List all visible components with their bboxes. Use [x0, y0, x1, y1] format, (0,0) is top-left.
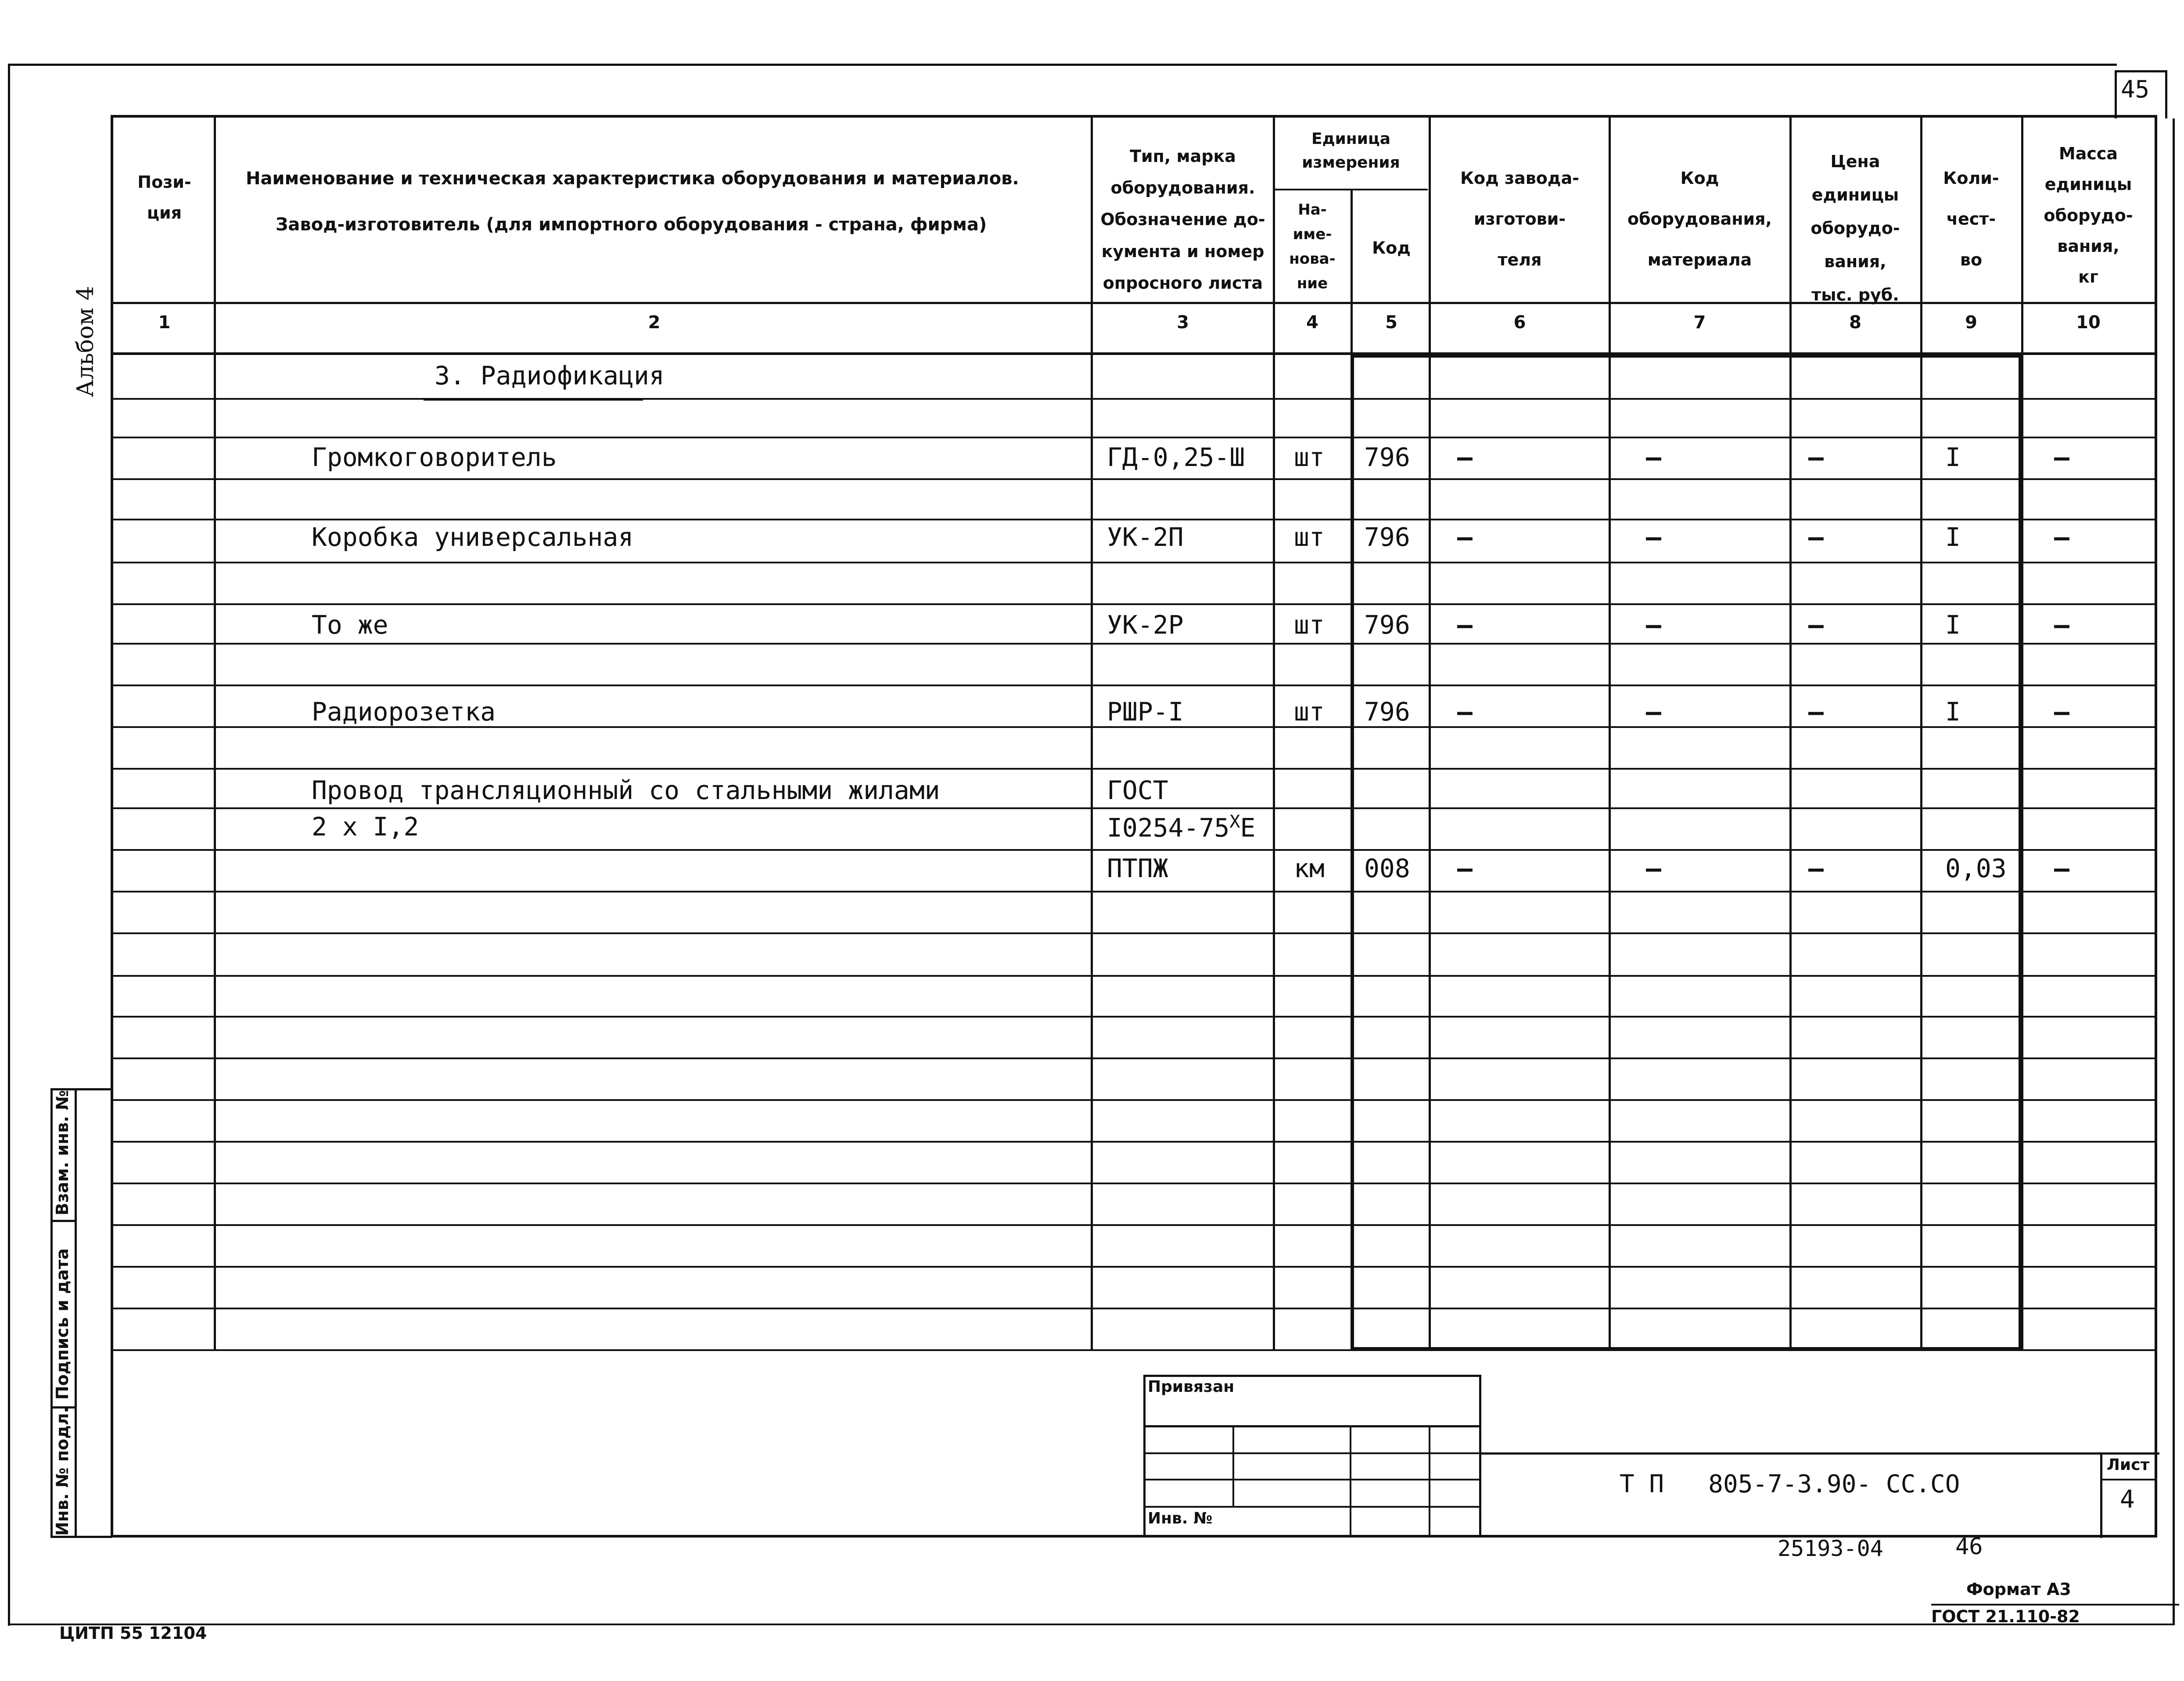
row-c7: – [1646, 610, 1661, 640]
header-quantity-text: Коли- чест- во [1943, 168, 1999, 270]
outer-frame-top [8, 64, 2117, 66]
row-c10: – [2054, 610, 2069, 640]
section-title: 3. Радиофикация [435, 361, 665, 391]
header-mass-text: Масса единицы оборудо- вания, кг [2044, 144, 2133, 287]
row-name: Громкоговоритель [312, 442, 557, 472]
header-unit-name-text: На- име- нова- ние [1289, 201, 1336, 293]
header-name-line1: Наименование и техническая характеристика оборудования и материалов. [246, 168, 1019, 189]
row-qty: I [1945, 522, 1961, 552]
wire-type-line3: ПТПЖ [1107, 853, 1168, 883]
colnum-3: 3 [1177, 312, 1189, 333]
outer-frame-bottom [8, 1624, 2175, 1625]
row-type: РШР-I [1107, 697, 1184, 727]
header-price-text: Цена единицы оборудо- вания, тыс. руб. [1810, 152, 1900, 305]
row-c7: – [1646, 522, 1661, 552]
wire-type-line2-main: I0254-75 [1107, 813, 1230, 843]
gost-label: ГОСТ 21.110-82 [1931, 1607, 2080, 1626]
header-type-text: Тип, марка оборудования. Обозначение до- кумента и номер опросного листа [1100, 147, 1265, 293]
doc-code-rule [1481, 1452, 2159, 1455]
header-equipment-code [1611, 158, 1789, 280]
stamp-row-2 [1143, 1479, 1481, 1480]
wire-type-sup: X [1229, 812, 1240, 832]
album-label: Альбом 4 [72, 286, 99, 397]
row-name: То же [312, 610, 388, 640]
row-qty: I [1945, 610, 1961, 640]
bold-region-frame [1351, 355, 2022, 1351]
citp-label: ЦИТП 55 12104 [59, 1624, 207, 1643]
colnum-5: 5 [1385, 312, 1397, 333]
stamp-col-1 [1232, 1427, 1234, 1506]
header-name-line2: Завод-изготовитель (для импортного оборудования - страна, фирма) [276, 215, 987, 235]
sheet-number: 4 [2120, 1485, 2135, 1514]
row-c6: – [1457, 442, 1473, 472]
row-c6: – [1457, 610, 1473, 640]
row-unit: шт [1294, 697, 1325, 727]
row-c8: – [1808, 442, 1824, 472]
row-unit: шт [1294, 610, 1325, 640]
row-type: УК-2П [1107, 522, 1184, 552]
row-c10: – [2054, 442, 2069, 472]
row-unit: шт [1294, 522, 1325, 552]
inv-no-label: Инв. № [1148, 1509, 1213, 1527]
row-c10: – [2054, 522, 2069, 552]
wire-qty: 0,03 [1945, 853, 2007, 883]
row-c8: – [1808, 522, 1824, 552]
outer-frame-right [2173, 118, 2175, 1624]
colnum-8: 8 [1849, 312, 1861, 333]
wire-name-line1: Провод трансляционный со стальными жилами [312, 775, 940, 805]
handwritten-number: 25193-04 [1778, 1536, 1883, 1561]
row-code: 796 [1364, 610, 1410, 640]
wire-type-line1: ГОСТ [1107, 775, 1168, 805]
wire-c7: – [1646, 853, 1661, 883]
privyazan-label: Привязан [1148, 1378, 1235, 1396]
row-unit: шт [1294, 442, 1325, 472]
doc-code: Т П 805-7-3.90- СС.СО [1620, 1470, 1960, 1498]
row-code: 796 [1364, 697, 1410, 727]
header-unit-group-text: Единица измерения [1302, 130, 1400, 172]
row-qty: I [1945, 442, 1961, 472]
header-factory-code-text: Код завода- изготови- теля [1460, 168, 1580, 270]
wire-c10: – [2054, 853, 2069, 883]
stamp-col-2 [1350, 1427, 1351, 1537]
row-name: Коробка универсальная [312, 522, 634, 552]
column-rule [214, 118, 216, 1351]
side-vzam: Взам. инв. № [53, 1090, 72, 1215]
colnum-4: 4 [1306, 312, 1318, 333]
stamp-row-1 [1143, 1452, 1481, 1454]
side-rule-1 [50, 1220, 77, 1222]
header-unit-code: Код [1372, 238, 1411, 258]
row-c6: – [1457, 697, 1473, 727]
header-factory-code [1431, 158, 1609, 280]
row-c8: – [1808, 697, 1824, 727]
header-quantity [1922, 158, 2020, 280]
header-unit-name [1275, 197, 1350, 296]
colnum-6: 6 [1513, 312, 1526, 333]
handwritten-number-2: 46 [1955, 1534, 1983, 1560]
side-inv-podl: Инв. № подл. [53, 1406, 72, 1536]
colnum-9: 9 [1965, 312, 1977, 333]
row-c7: – [1646, 442, 1661, 472]
row-code: 796 [1364, 522, 1410, 552]
colnum-10: 10 [2076, 312, 2101, 333]
wire-code: 008 [1364, 853, 1410, 883]
column-rule [1091, 118, 1093, 1351]
row-type: УК-2Р [1107, 610, 1184, 640]
wire-unit: км [1294, 853, 1325, 883]
header-type [1093, 140, 1273, 299]
wire-c8: – [1808, 853, 1824, 883]
header-position [115, 167, 214, 229]
stamp-row-3 [1143, 1506, 1481, 1508]
row-c6: – [1457, 522, 1473, 552]
colnum-2: 2 [648, 312, 661, 333]
colnum-1: 1 [158, 312, 171, 333]
wire-c6: – [1457, 853, 1473, 883]
column-rule [1273, 118, 1275, 1351]
wire-name-line2: 2 х I,2 [312, 812, 419, 842]
row-qty: I [1945, 697, 1961, 727]
wire-type-line2 [1107, 812, 1255, 842]
row-name: Радиорозетка [312, 697, 496, 727]
header-unit-group [1275, 127, 1427, 175]
row-c7: – [1646, 697, 1661, 727]
colnum-7: 7 [1693, 312, 1706, 333]
row-c8: – [1808, 610, 1824, 640]
sheet-label: Лист [2107, 1456, 2150, 1474]
row-code: 796 [1364, 442, 1410, 472]
outer-frame-left [8, 64, 10, 1626]
side-podpis: Подпись и дата [53, 1248, 72, 1400]
format-rule [1931, 1604, 2179, 1606]
header-price [1792, 145, 1919, 312]
format-label: Формат А3 [1966, 1580, 2071, 1599]
sheet-box-rule [2100, 1479, 2157, 1480]
stamp-col-3 [1429, 1427, 1430, 1537]
row-type: ГД-0,25-Ш [1107, 442, 1245, 472]
header-mass [2022, 138, 2154, 292]
page-number: 45 [2121, 75, 2150, 103]
section-title-underline [424, 398, 643, 401]
header-position-text: Пози- ция [137, 172, 191, 223]
row-c10: – [2054, 697, 2069, 727]
header-equipment-code-text: Код оборудования, материала [1627, 168, 1772, 270]
wire-type-line2-suffix: Е [1240, 813, 1256, 843]
